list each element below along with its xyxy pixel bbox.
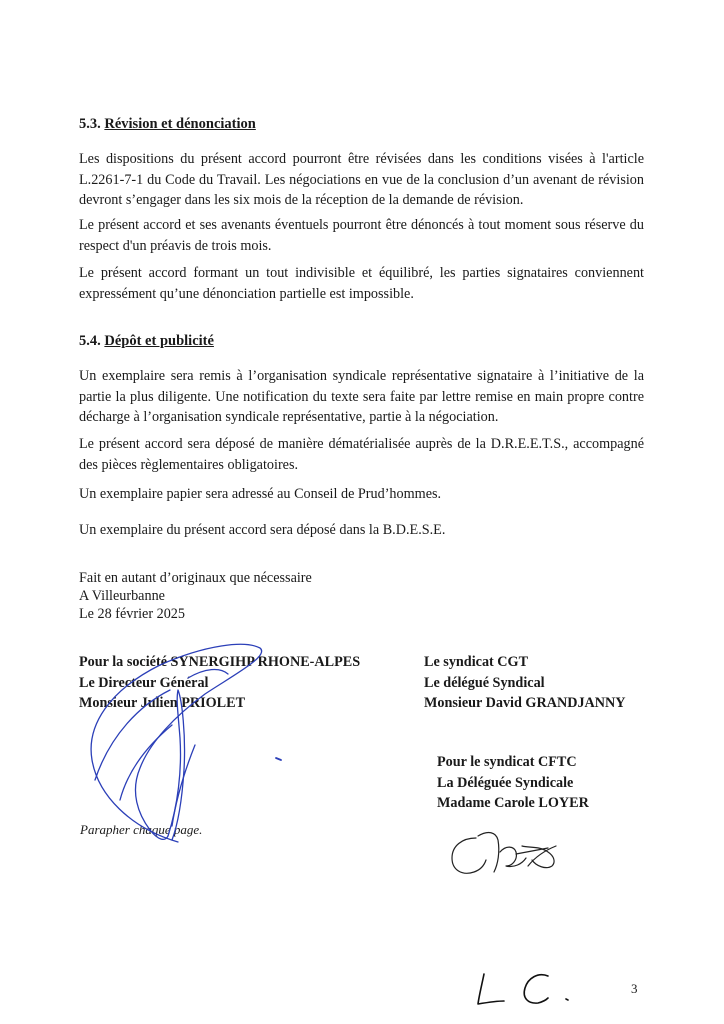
cftc-role: La Déléguée Syndicale xyxy=(437,774,574,791)
section-title: Dépôt et publicité xyxy=(104,333,214,349)
cgt-role: Le délégué Syndical xyxy=(424,674,545,691)
page-number: 3 xyxy=(631,981,638,996)
paragraph-denunciation-notice: Le présent accord et ses avenants éventuels pourront être dénoncés à tout moment sous réserve du respect d'un préavis de trois mois. xyxy=(79,217,644,254)
cftc-signatory-name: Madame Carole LOYER xyxy=(437,795,589,811)
paragraph-indivisible-agreement: Le présent accord formant un tout indivisible et équilibré, les parties signataires conviennent expressément qu’une dénonciation partielle est impossible. xyxy=(79,265,644,302)
company-signatory-name: Monsieur Julien PRIOLET xyxy=(79,695,246,711)
closing-originals: Fait en autant d’originaux que nécessaire xyxy=(79,570,312,586)
section-title: Révision et dénonciation xyxy=(104,116,256,132)
company-name: Pour la société SYNERGIHP RHONE-ALPES xyxy=(79,654,361,670)
company-role: Le Directeur Général xyxy=(79,674,209,691)
cgt-signatory-name: Monsieur David GRANDJANNY xyxy=(424,695,626,711)
section-number: 5.4. xyxy=(79,333,101,349)
initials-signature xyxy=(470,968,580,1013)
paragraph-revision-conditions: Les dispositions du présent accord pourront être révisées dans les conditions visées à l'article L.2261-7-1 du Code du Travail. Les négociations en vue de la conclusion d’un avenant de révision devront s’engager dans les six mois de la réception de la demande de révision. xyxy=(79,151,644,209)
paragraph-bdese-copy: Un exemplaire du présent accord sera déposé dans la B.D.E.S.E. xyxy=(79,522,446,538)
paragraph-dreets-filing: Le présent accord sera déposé de manière dématérialisée auprès de la D.R.E.E.T.S., accompagné des pièces règlementaires obligatoires. xyxy=(79,436,644,473)
section-number: 5.3. xyxy=(79,116,101,132)
paragraph-copy-delivery: Un exemplaire sera remis à l’organisation syndicale représentative signataire à l’initiative de la partie la plus diligente. Une notification du texte sera faite par lettre remise en main propre contre décharge à l’organisation syndicale représentative, partie à la négociation. xyxy=(79,368,644,426)
closing-date: Le 28 février 2025 xyxy=(79,606,185,622)
paraph-note: Parapher chaque page. xyxy=(80,822,203,837)
closing-place: A Villeurbanne xyxy=(79,588,165,604)
cftc-union: Pour le syndicat CFTC xyxy=(437,754,577,770)
initials xyxy=(470,968,580,1018)
paragraph-prudhommes-copy: Un exemplaire papier sera adressé au Conseil de Prud’hommes. xyxy=(79,486,442,502)
cgt-union: Le syndicat CGT xyxy=(424,654,529,670)
